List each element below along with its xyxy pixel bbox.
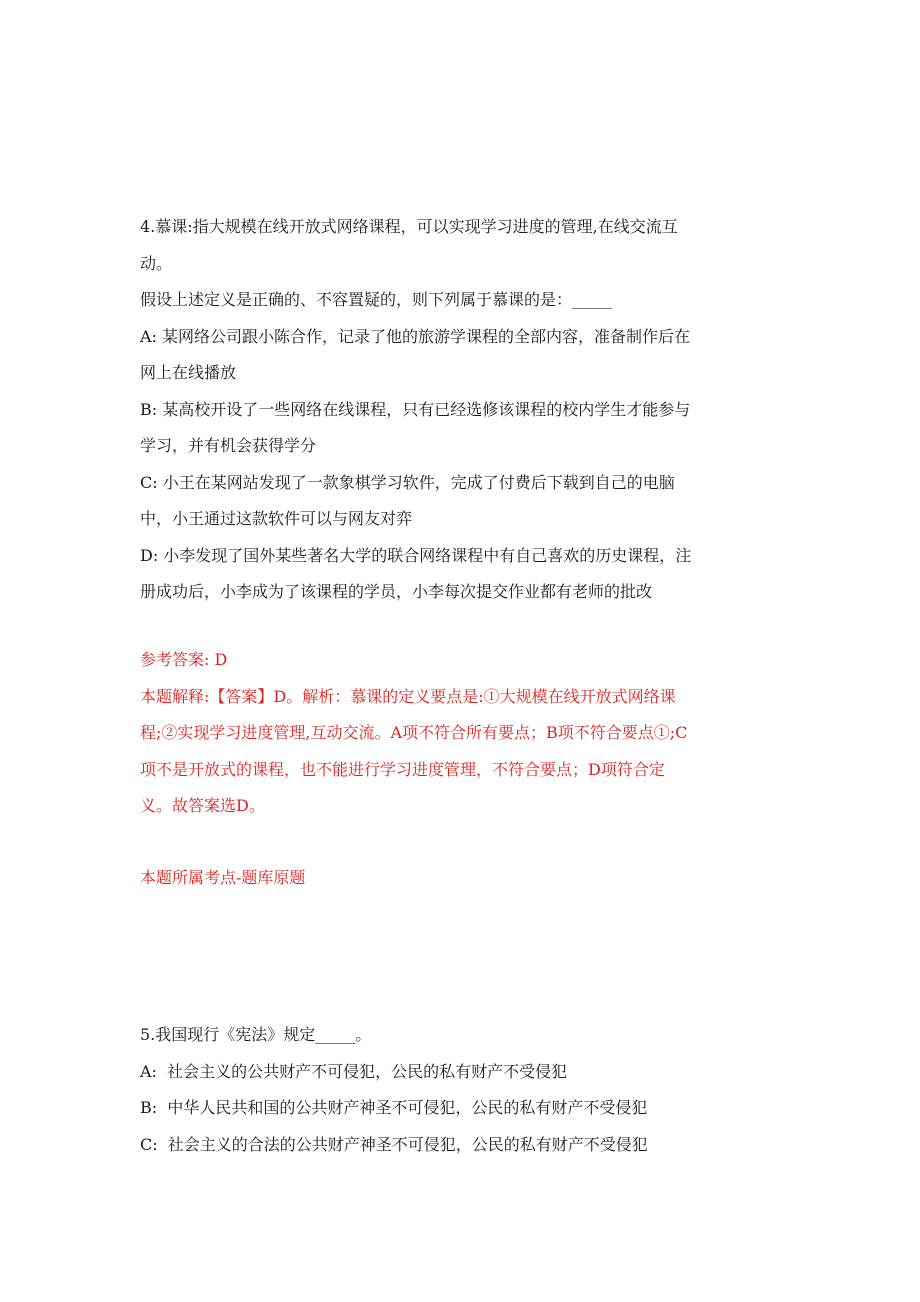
question-4-option-b-line-2: 学习，并有机会获得学分: [140, 436, 317, 455]
question-4-option-c-line-1: C: 小王在某网站发现了一款象棋学习软件，完成了付费后下载到自己的电脑: [140, 472, 675, 492]
question-4-answer-section: [140, 642, 800, 825]
question-4-option-c-line-2: 中，小王通过这款软件可以与网友对弈: [140, 509, 413, 528]
question-4-option-a-line-1: A: 某网络公司跟小陈合作，记录了他的旅游学课程的全部内容，准备制作后在: [140, 326, 691, 346]
question-5-option-c: C: 社会主义的合法的公共财产神圣不可侵犯，公民的私有财产不受侵犯: [140, 1134, 648, 1154]
question-5-option-b: B: 中华人民共和国的公共财产神圣不可侵犯，公民的私有财产不受侵犯: [140, 1098, 648, 1117]
topic-label: 本题所属考点-题库原题: [140, 868, 306, 887]
question-5-option-a: A: 社会主义的公共财产不可侵犯，公民的私有财产不受侵犯: [140, 1061, 568, 1081]
explanation-line-4: 义。故答案选D。: [140, 796, 265, 815]
question-5: [140, 1017, 800, 1163]
explanation-line-2: 程;②实现学习进度管理,互动交流。A项不符合所有要点；B项不符合要点①;C: [140, 723, 688, 742]
explanation-line-1: 本题解释:【答案】D。解析：慕课的定义要点是:①大规模在线开放式网络课: [140, 686, 676, 706]
question-4: [140, 209, 800, 611]
question-5-stem: 5.我国现行《宪法》规定_____。: [140, 1025, 372, 1044]
question-4-topic: [140, 860, 800, 897]
question-4-option-b-line-1: B: 某高校开设了一些网络在线课程，只有已经选修该课程的校内学生才能参与: [140, 399, 691, 419]
question-4-stem-line-1: 4.慕课:指大规模在线开放式网络课程，可以实现学习进度的管理,在线交流互: [140, 217, 678, 236]
question-4-option-d-line-2: 册成功后，小李成为了该课程的学员，小李每次提交作业都有老师的批改: [140, 582, 653, 601]
reference-answer: 参考答案: D: [140, 650, 228, 669]
question-4-stem-line-3: 假设上述定义是正确的、不容置疑的，则下列属于慕课的是：_____: [140, 290, 613, 309]
question-4-stem-line-2: 动。: [140, 253, 173, 273]
question-4-option-d-line-1: D: 小李发现了国外某些著名大学的联合网络课程中有自己喜欢的历史课程，注: [140, 545, 692, 565]
explanation-line-3: 项不是开放式的课程，也不能进行学习进度管理，不符合要点；D项符合定: [140, 759, 665, 779]
question-4-option-a-line-2: 网上在线播放: [140, 363, 237, 382]
